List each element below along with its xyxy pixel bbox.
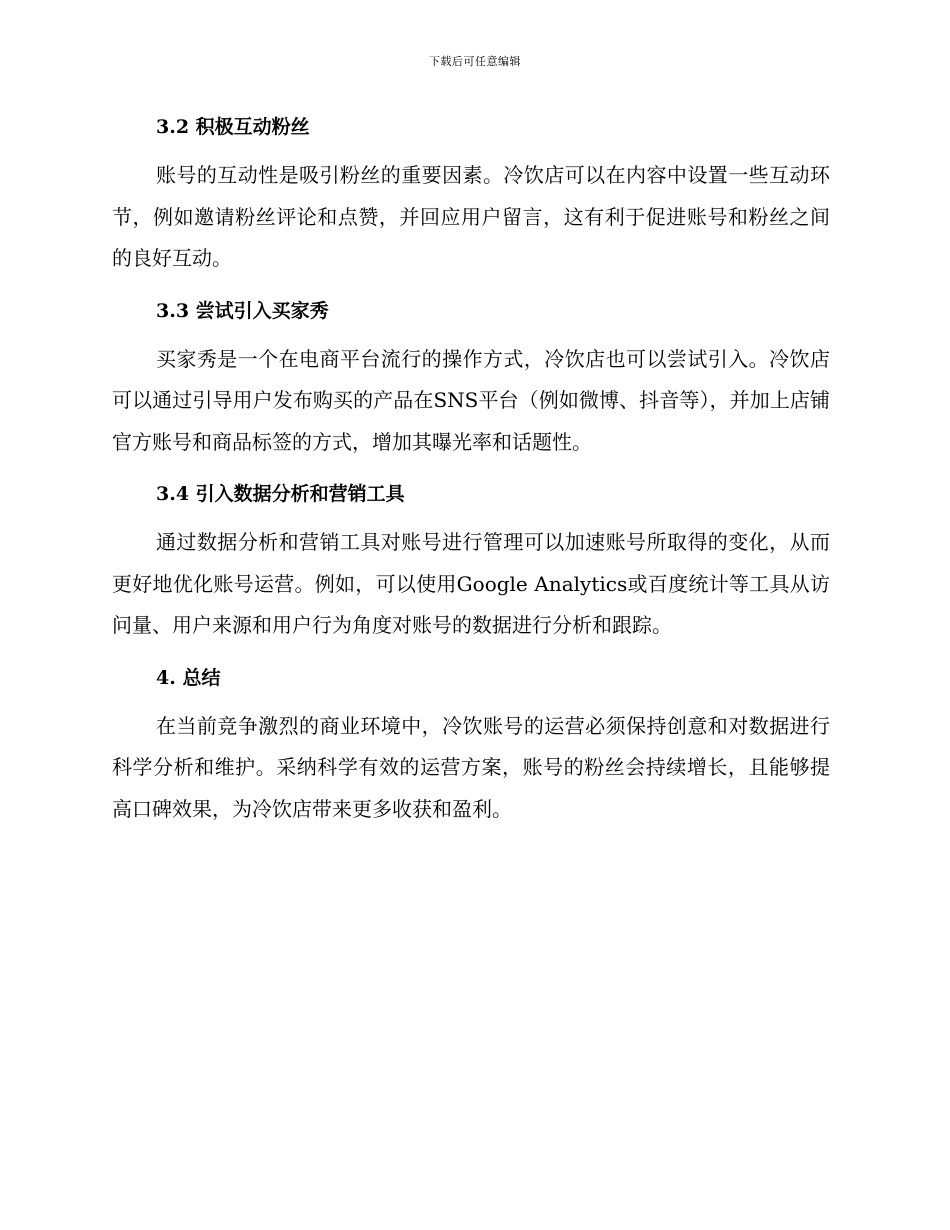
section-heading: 3.4 引入数据分析和营销工具 xyxy=(156,483,405,505)
section-3-2 xyxy=(112,108,830,280)
section-paragraph: 在当前竞争激烈的商业环境中，冷饮账号的运营必须保持创意和对数据进行科学分析和维护。采纳科学有效的运营方案，账号的粉丝会持续增长，且能够提高口碑效果，为冷饮店带来更多收获和盈利。 xyxy=(112,713,830,821)
section-paragraph: 通过数据分析和营销工具对账号进行管理可以加速账号所取得的变化，从而更好地优化账号运营。例如，可以使用Google Analytics或百度统计等工具从访问量、用户来源和用户行为角度对账号的数据进行分析和跟踪。 xyxy=(112,530,830,637)
document-body xyxy=(112,108,830,830)
section-heading: 3.2 积极互动粉丝 xyxy=(156,116,310,138)
section-paragraph: 买家秀是一个在电商平台流行的操作方式，冷饮店也可以尝试引入。冷饮店可以通过引导用户发布购买的产品在SNS平台（例如微博、抖音等），并加上店铺官方账号和商品标签的方式，增加其曝光率和话题性。 xyxy=(112,346,830,454)
section-3-4 xyxy=(112,475,830,647)
section-heading: 3.3 尝试引入买家秀 xyxy=(156,299,329,322)
section-paragraph: 账号的互动性是吸引粉丝的重要因素。冷饮店可以在内容中设置一些互动环节，例如邀请粉丝评论和点赞，并回应用户留言，这有利于促进账号和粉丝之间的良好互动。 xyxy=(112,163,830,270)
section-4-summary xyxy=(112,659,830,831)
page-header-note: 下载后可任意编辑 xyxy=(429,55,521,68)
section-heading: 4. 总结 xyxy=(156,666,221,689)
section-3-3 xyxy=(112,292,830,464)
